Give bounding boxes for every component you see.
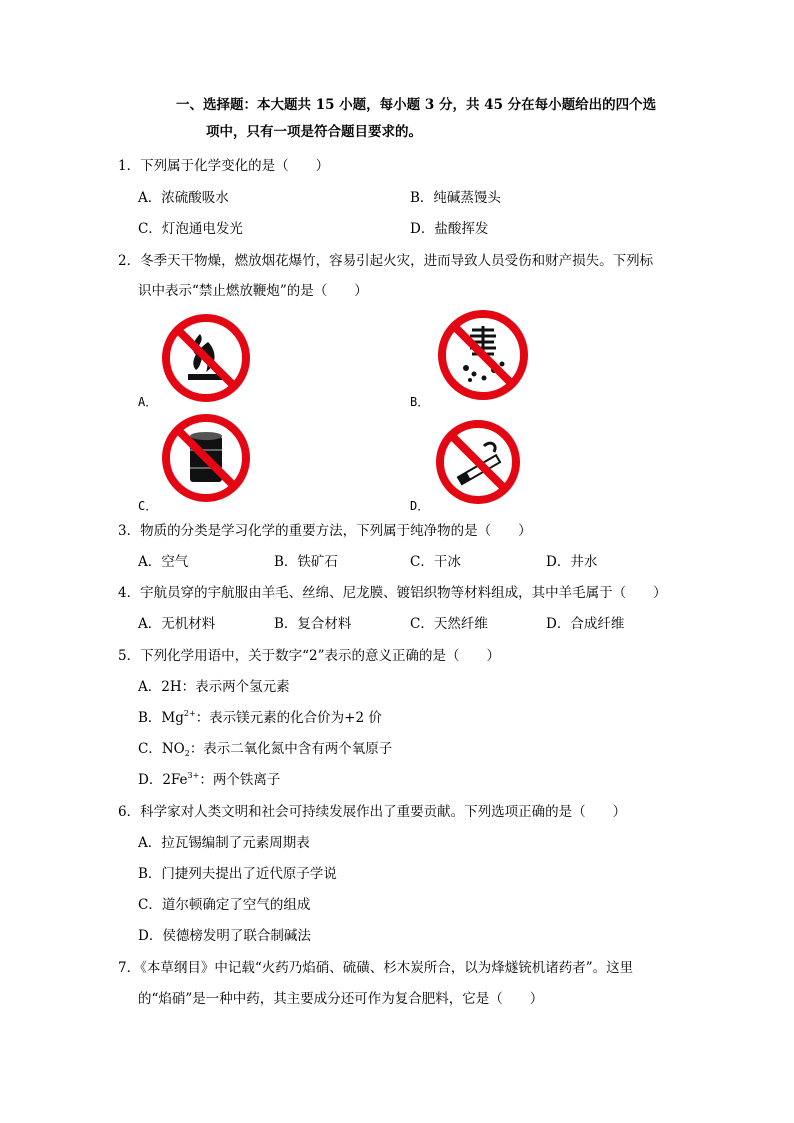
q6-option-c: C．道尔顿确定了空气的组成 xyxy=(138,897,311,913)
q4-option-b: B．复合材料 xyxy=(274,616,352,632)
q6-option-d: D．侯德榜发明了联合制碱法 xyxy=(138,928,311,944)
q5-option-c-subscript: 2 xyxy=(184,749,190,758)
no-oil-drum-sign-icon xyxy=(160,412,252,504)
q5-option-d-charge: 3+ xyxy=(187,771,200,780)
q2-option-d-label: D． xyxy=(410,499,430,513)
q5-option-b-charge: 2+ xyxy=(183,709,196,718)
q1-option-c: C．灯泡通电发光 xyxy=(138,221,243,237)
q2-stem-line1: 2．冬季天干物燥，燃放烟花爆竹，容易引起火灾，进而导致人员受伤和财产损失。下列标 xyxy=(118,253,654,269)
q5-option-d-text: ：两个铁离子 xyxy=(199,772,281,788)
q5-option-c-text: ：表示二氧化氮中含有两个氧原子 xyxy=(189,741,393,757)
q7-stem-line1: 7．《本草纲目》中记载“火药乃焰硝、硫磺、杉木炭所合，以为烽燧铳机诸药者”。这里 xyxy=(118,960,634,976)
q2-stem-line2: 识中表示“禁止燃放鞭炮”的是（ ） xyxy=(138,283,368,299)
no-fire-sign-icon xyxy=(160,312,252,404)
q5-option-d-formula: D．2Fe xyxy=(138,772,188,788)
q6-option-b: B．门捷列夫提出了近代原子学说 xyxy=(138,866,337,882)
q1-option-a: A．浓硫酸吸水 xyxy=(138,190,229,206)
q4-stem: 4．宇航员穿的宇航服由羊毛、丝绵、尼龙膜、镀铝织物等材料组成，其中羊毛属于（ ） xyxy=(118,585,667,601)
q5-option-a-text: ：表示两个氢元素 xyxy=(181,679,290,695)
q5-stem: 5．下列化学用语中，关于数字“2”表示的意义正确的是（ ） xyxy=(118,648,500,664)
q2-option-b-label: B． xyxy=(410,395,430,409)
q5-option-a xyxy=(138,678,290,696)
q6-option-a: A．拉瓦锡编制了元素周期表 xyxy=(138,835,310,851)
q3-stem: 3．物质的分类是学习化学的重要方法，下列属于纯净物的是（ ） xyxy=(118,523,532,539)
q5-option-c xyxy=(138,740,392,758)
q5-option-b xyxy=(138,709,382,727)
section-header-line1: 一、选择题：本大题共 15 小题，每小题 3 分，共 45 分在每小题给出的四个选 xyxy=(176,97,657,113)
section-header-line2: 项中，只有一项是符合题目要求的。 xyxy=(206,124,422,140)
q5-option-d xyxy=(138,771,280,789)
q6-stem: 6．科学家对人类文明和社会可持续发展作出了重要贡献。下列选项正确的是（ ） xyxy=(118,804,627,820)
q1-option-b: B．纯碱蒸馒头 xyxy=(410,190,501,206)
q2-option-a-label: A． xyxy=(138,395,158,409)
q5-option-c-formula: C．NO xyxy=(138,741,185,757)
q1-option-d: D．盐酸挥发 xyxy=(410,221,489,237)
q1-stem: 1．下列属于化学变化的是（ ） xyxy=(118,158,330,174)
q3-option-d: D．井水 xyxy=(546,554,598,570)
q5-option-b-formula: B．Mg xyxy=(138,710,184,726)
q5-option-a-formula: A．2H xyxy=(138,679,182,695)
q4-option-d: D．合成纤维 xyxy=(546,616,625,632)
q5-option-b-text: ：表示镁元素的化合价为+2 价 xyxy=(195,710,382,726)
q4-option-c: C．天然纤维 xyxy=(410,616,488,632)
q3-option-a: A．空气 xyxy=(138,554,189,570)
q4-option-a: A．无机材料 xyxy=(138,616,216,632)
q3-option-b: B．铁矿石 xyxy=(274,554,338,570)
q3-option-c: C．干冰 xyxy=(410,554,461,570)
no-smoking-sign-icon xyxy=(434,418,522,506)
no-fireworks-sign-icon xyxy=(436,308,530,402)
q7-stem-line2: 的“焰硝”是一种中药，其主要成分还可作为复合肥料，它是（ ） xyxy=(138,991,544,1007)
q2-option-c-label: C． xyxy=(138,499,158,513)
